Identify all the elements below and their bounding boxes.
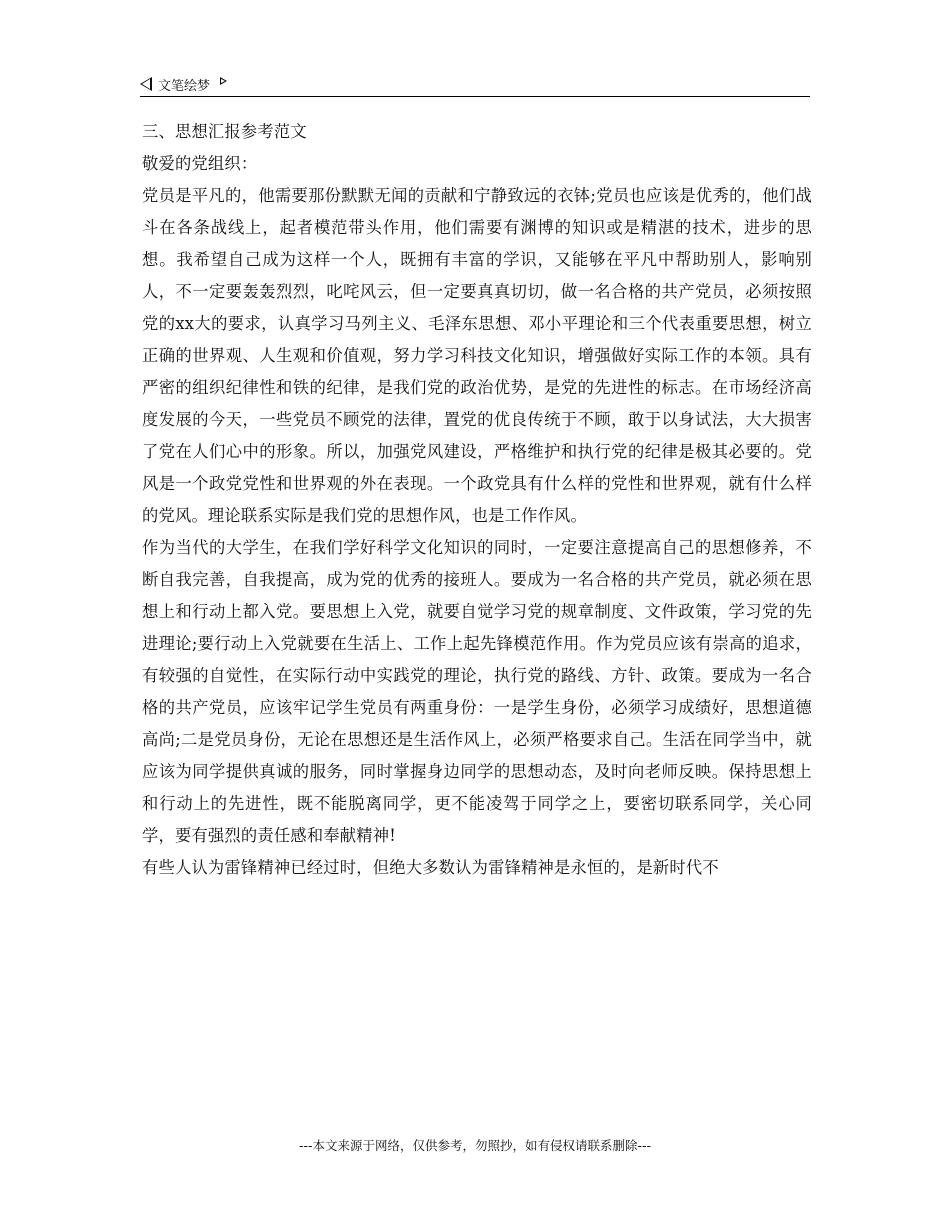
paragraph: 有些人认为雷锋精神已经过时，但绝大多数认为雷锋精神是永恒的，是新时代不 [142, 858, 719, 877]
paragraph: 作为当代的大学生，在我们学好科学文化知识的同时，一定要注意提高自己的思想修养，不断自我完善，自我提高，成为党的优秀的接班人。要成为一名合格的共产党员，就必须在思想上和行动上都入党。要思想上入党，就要自觉学习党的规章制度、文件政策，学习党的先进理论;要行动上入党就要在生活上、工作上起先锋模范作用。作为党员应该有崇高的追求，有较强的自觉性，在实际行动中实践党的理论，执行党的路线、方针、政策。要成为一名合格的共产党员，应该牢记学生党员有两重身份：一是学生身份，必须学习成绩好，思想道德高尚;二是党员身份，无论在思想还是生活作风上，必须严格要求自己。生活在同学当中，就应该为同学提供真诚的服务，同时掌握身边同学的思想动态，及时向老师反映。保持思想上和行动上的先进性，既不能脱离同学，更不能凌驾于同学之上，要密切联系同学，关心同学，要有强烈的责任感和奉献精神! [142, 538, 812, 845]
header-title: 文笔绘梦 [158, 78, 211, 94]
page-header [140, 72, 810, 97]
paragraph: 党员是平凡的，他需要那份默默无闻的贡献和宁静致远的衣钵;党员也应该是优秀的，他们战斗在各条战线上，起者模范带头作用，他们需要有渊博的知识或是精湛的技术，进步的思想。我希望自己成为这样一个人，既拥有丰富的学识，又能够在平凡中帮助别人，影响别人，不一定要轰轰烈烈，叱咤风云，但一定要真真切切，做一名合格的共产党员，必须按照党的xx大的要求，认真学习马列主义、毛泽东思想、邓小平理论和三个代表重要思想，树立正确的世界观、人生观和价值观，努力学习科技文化知识，增强做好实际工作的本领。具有严密的组织纪律性和铁的纪律，是我们党的政治优势，是党的先进性的标志。在市场经济高度发展的今天，一些党员不顾党的法律，置党的优良传统于不顾，敢于以身试法，大大损害了党在人们心中的形象。所以，加强党风建设，严格维护和执行党的纪律是极其必要的。党风是一个政党党性和世界观的外在表现。一个政党具有什么样的党性和世界观，就有什么样的党风。理论联系实际是我们党的思想作风，也是工作作风。 [142, 186, 812, 525]
document-body [142, 116, 812, 884]
triangle-left-icon [140, 77, 152, 91]
salutation: 敬爱的党组织： [142, 154, 258, 173]
footer-disclaimer: ---本文来源于网络，仅供参考，勿照抄，如有侵权请联系删除--- [298, 1138, 652, 1153]
section-heading: 三、思想汇报参考范文 [142, 122, 307, 141]
triangle-right-icon [220, 77, 227, 85]
